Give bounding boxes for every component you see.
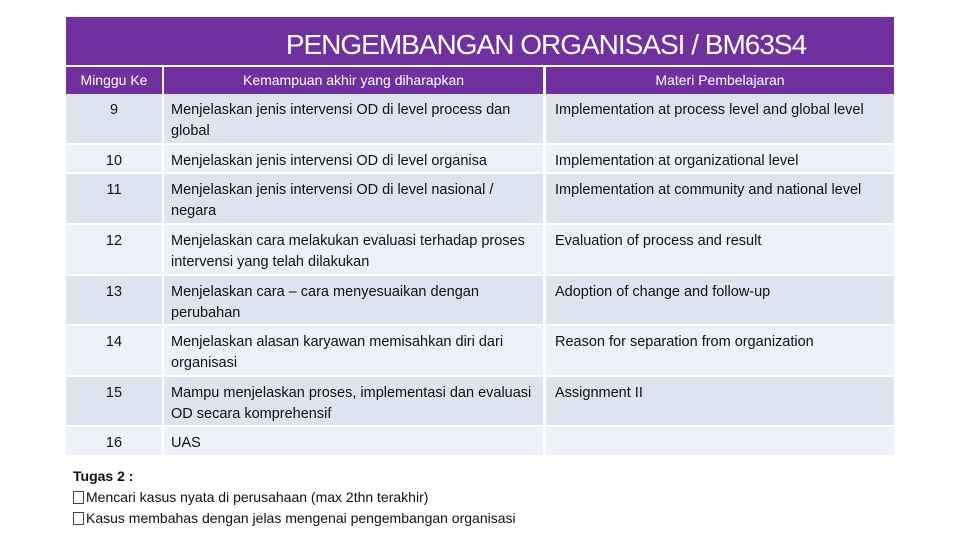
page-title: [66, 17, 894, 65]
cell-week: 15: [66, 377, 162, 425]
cell-week: 13: [66, 276, 162, 324]
header-material: Materi Pembelajaran: [546, 67, 894, 94]
header-outcome: Kemampuan akhir yang diharapkan: [164, 67, 543, 94]
cell-week: 14: [66, 326, 162, 375]
assignment-item: [73, 508, 516, 529]
table-row: [66, 427, 894, 455]
cell-week: 9: [66, 94, 162, 143]
cell-outcome: Menjelaskan cara – cara menyesuaikan dengan perubahan: [164, 276, 543, 324]
table-row: [66, 94, 894, 143]
bullet-icon: [73, 512, 84, 525]
cell-material: Adoption of change and follow-up: [546, 276, 894, 324]
cell-outcome: Menjelaskan alasan karyawan memisahkan diri dari organisasi: [164, 326, 543, 375]
cell-week: 10: [66, 145, 162, 172]
assignment-item: [73, 487, 516, 508]
cell-material: Assignment II: [546, 377, 894, 425]
assignment-title: Tugas 2 :: [73, 468, 134, 484]
table-row: [66, 225, 894, 274]
cell-outcome: Menjelaskan jenis intervensi OD di level process dan global: [164, 94, 543, 143]
table-row: [66, 377, 894, 425]
cell-outcome: UAS: [164, 427, 543, 455]
cell-outcome: Menjelaskan jenis intervensi OD di level nasional / negara: [164, 174, 543, 223]
cell-outcome: Mampu menjelaskan proses, implementasi dan evaluasi OD secara komprehensif: [164, 377, 543, 425]
cell-material: Implementation at community and national level: [546, 174, 894, 223]
table-row: [66, 145, 894, 172]
table-row: [66, 276, 894, 324]
page-title-text: PENGEMBANGAN ORGANISASI / BM63S4: [285, 29, 807, 60]
assignment-item-text: Mencari kasus nyata di perusahaan (max 2thn terakhir): [86, 489, 429, 505]
cell-week: 11: [66, 174, 162, 223]
cell-week: 16: [66, 427, 162, 455]
header-week: Minggu Ke: [66, 67, 162, 94]
table-row: [66, 326, 894, 375]
cell-material: [546, 427, 894, 455]
cell-outcome: Menjelaskan cara melakukan evaluasi terhadap proses intervensi yang telah dilakukan: [164, 225, 543, 274]
cell-material: Reason for separation from organization: [546, 326, 894, 375]
bullet-icon: [73, 491, 84, 504]
cell-material: Implementation at process level and global level: [546, 94, 894, 143]
table-row: [66, 174, 894, 223]
cell-week: 12: [66, 225, 162, 274]
table-header: [66, 67, 894, 94]
assignment-item-text: Kasus membahas dengan jelas mengenai pengembangan organisasi: [86, 510, 516, 526]
cell-outcome: Menjelaskan jenis intervensi OD di level organisa: [164, 145, 543, 172]
cell-material: Evaluation of process and result: [546, 225, 894, 274]
cell-material: Implementation at organizational level: [546, 145, 894, 172]
assignment-note: [73, 466, 516, 529]
